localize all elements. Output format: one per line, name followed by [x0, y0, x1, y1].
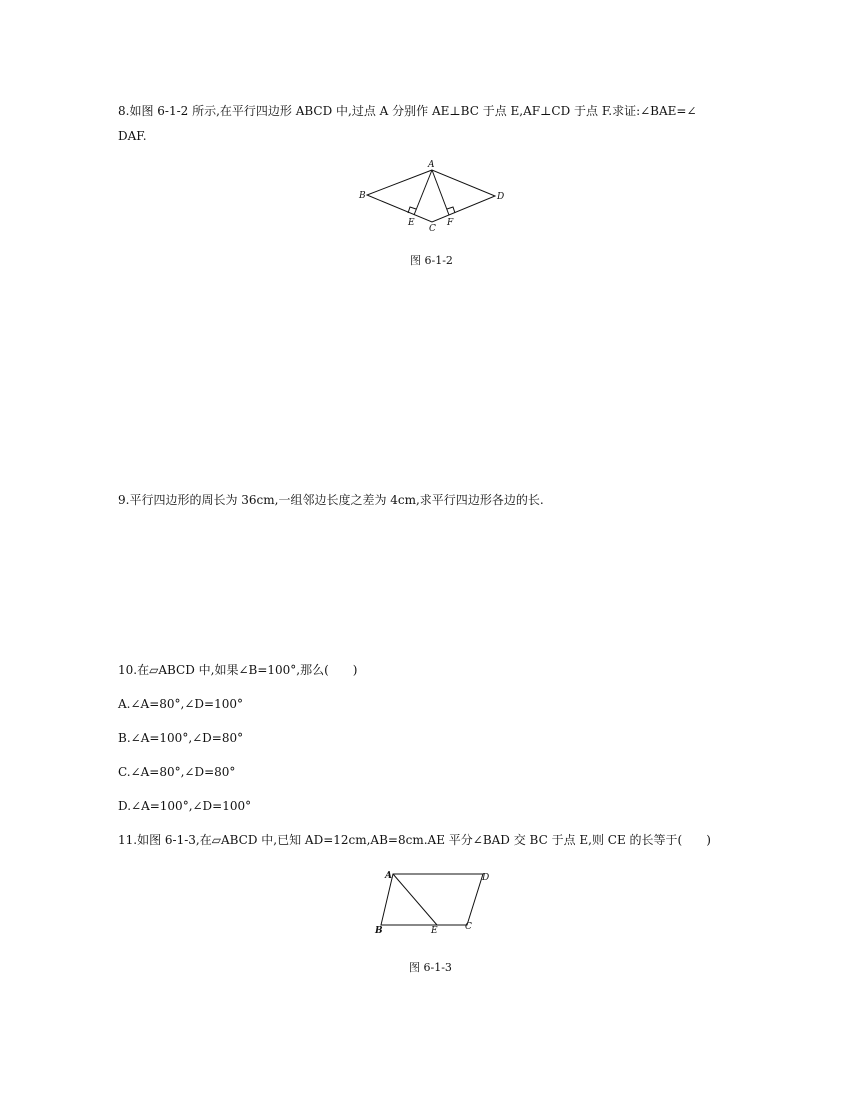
label-b: B — [375, 926, 383, 936]
figure-caption-6-1-3: 图 6-1-3 — [409, 961, 452, 974]
label-f: F — [447, 218, 454, 228]
label-e: E — [408, 218, 415, 228]
q10-option-d: D.∠A=100°,∠D=100° — [118, 799, 252, 813]
q10-option-b: B.∠A=100°,∠D=80° — [118, 731, 244, 745]
q10-stem: 10.在▱ABCD 中,如果∠B=100°,那么( ) — [118, 663, 358, 677]
segment-ae — [393, 874, 437, 925]
q10-option-c: C.∠A=80°,∠D=80° — [118, 765, 236, 779]
label-a: A — [385, 871, 392, 881]
figure-6-1-3 — [370, 866, 500, 938]
segment-af — [432, 170, 449, 215]
q10-option-a: A.∠A=80°,∠D=100° — [118, 697, 243, 711]
segment-ae — [414, 170, 432, 215]
label-b: B — [359, 191, 366, 201]
parallelogram-abcd-outline — [367, 170, 495, 222]
label-c: C — [429, 224, 436, 234]
q9-text: 9.平行四边形的周长为 36cm,一组邻边长度之差为 4cm,求平行四边形各边的长. — [118, 493, 544, 507]
label-a: A — [428, 160, 435, 170]
q11-stem: 11.如图 6-1-3,在▱ABCD 中,已知 AD=12cm,AB=8cm.AE 平分∠BAD 交 BC 于点 E,则 CE 的长等于( ) — [118, 833, 711, 847]
label-c: C — [465, 922, 472, 932]
figure-6-1-2 — [355, 158, 515, 234]
q8-text-line2: DAF. — [118, 129, 147, 143]
parallelogram-abcd-outline — [381, 874, 483, 925]
figure-caption-6-1-2: 图 6-1-2 — [410, 254, 453, 267]
label-e: E — [431, 926, 438, 936]
label-d: D — [482, 873, 490, 883]
q8-text-line1: 8.如图 6-1-2 所示,在平行四边形 ABCD 中,过点 A 分别作 AE⊥BC 于点 E,AF⊥CD 于点 F.求证:∠BAE=∠ — [118, 104, 697, 118]
label-d: D — [497, 192, 505, 202]
